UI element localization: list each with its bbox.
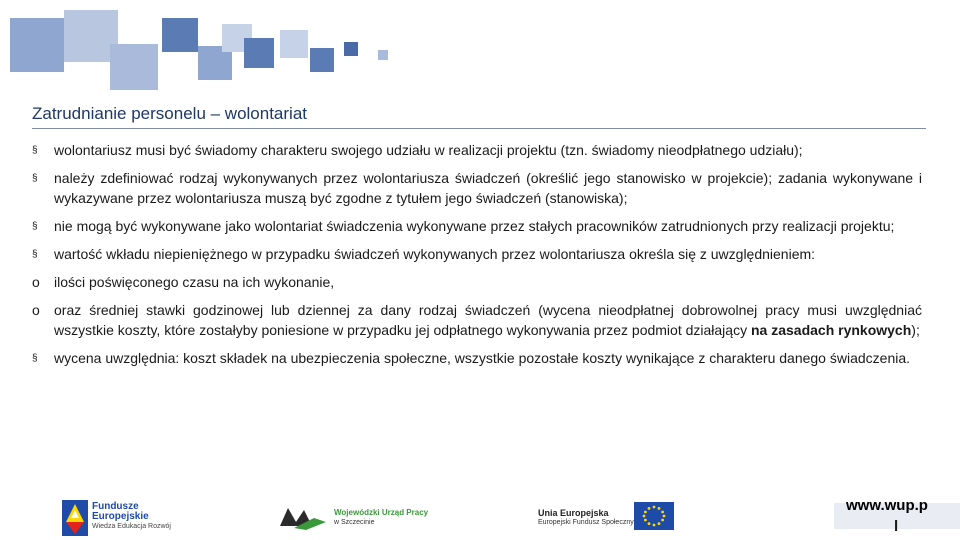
fundusze-europejskie-logo <box>62 496 182 538</box>
decor-square-4 <box>162 18 198 52</box>
eu-flag-icon <box>634 502 674 530</box>
logo3-line1: Unia Europejska <box>538 508 609 518</box>
logo3-line2: Europejski Fundusz Społeczny <box>538 519 634 526</box>
logo1-line3: Wiedza Edukacja Rozwój <box>92 523 171 530</box>
title-divider <box>32 128 926 129</box>
list-item-text-bold: na zasadach rynkowych <box>750 322 912 338</box>
list-item-text: wartość wkładu niepieniężnego w przypadku świadczeń wykonywanych przez wolontariusza określa się z uwzględnieniem: <box>54 246 816 262</box>
list-item-text: wolontariusz musi być świadomy charakteru swojego udziału w realizacji projektu (tzn. świadomy nieodpłatnego udziału); <box>54 142 803 158</box>
list-item-text-part: ); <box>911 322 920 338</box>
bullet-marker: § <box>32 145 38 156</box>
logo1-line2: Europejskie <box>92 511 149 522</box>
bullet-marker: § <box>32 353 38 364</box>
list-item-text: należy zdefiniować rodzaj wykonywanych przez wolontariusza świadczeń (określić jego stanowisko w projekcie); zadania wykonywane i wykazywane przez wolontariusza muszą być zgodne z tytułem jego świadczeń (stanowiska); <box>54 170 922 206</box>
list-item-text: ilości poświęconego czasu na ich wykonanie, <box>54 274 335 290</box>
bullet-marker: § <box>32 173 38 184</box>
list-item-text <box>54 302 922 338</box>
decor-square-1 <box>10 18 64 72</box>
list-item <box>32 216 922 236</box>
bullet-marker: § <box>32 221 38 232</box>
wup-emblem-icon <box>278 500 328 530</box>
content-list <box>32 140 922 376</box>
list-item <box>32 140 922 160</box>
wup-logo <box>278 498 438 534</box>
decor-square-10 <box>344 42 358 56</box>
logo2-line2: w Szczecinie <box>334 519 375 526</box>
website-link[interactable]: www.wup.p <box>846 497 928 514</box>
list-item <box>32 244 922 264</box>
decor-square-7 <box>244 38 274 68</box>
decor-square-11 <box>378 50 388 60</box>
logo2-line1: Wojewódzki Urząd Pracy <box>334 508 429 517</box>
decor-square-3 <box>110 44 158 90</box>
sub-list-item <box>32 300 922 340</box>
list-item-text: wycena uwzględnia: koszt składek na ubezpieczenia społeczne, wszystkie pozostałe koszty wynikające z charakteru danego świadczenia. <box>54 350 911 366</box>
page-title: Zatrudnianie personelu – wolontariat <box>32 104 308 123</box>
circle-marker: o <box>32 274 40 290</box>
website-link-tail[interactable]: l <box>894 518 899 535</box>
eu-logo <box>538 500 678 536</box>
fe-star-icon <box>62 500 88 536</box>
list-item-text-part: oraz średniej stawki godzinowej lub dziennej za dany rodzaj świadczeń (wycena nieodpłatnej dobrowolnej pracy musi uwzględniać wszystkie koszty, które zostałyby poniesione w przypadku jej odpłatnego wykonywania przez podmiot działający <box>54 302 922 338</box>
logo1-line1: Fundusze <box>92 501 139 512</box>
decor-square-9 <box>310 48 334 72</box>
sub-list-item <box>32 272 922 292</box>
circle-marker: o <box>32 302 40 318</box>
footer <box>0 490 960 540</box>
list-item <box>32 348 922 368</box>
list-item-text: nie mogą być wykonywane jako wolontariat świadczenia wykonywane przez stałych pracowników zatrudnionych przy realizacji projektu; <box>54 218 895 234</box>
list-item <box>32 168 922 208</box>
decor-square-8 <box>280 30 308 58</box>
bullet-marker: § <box>32 249 38 260</box>
